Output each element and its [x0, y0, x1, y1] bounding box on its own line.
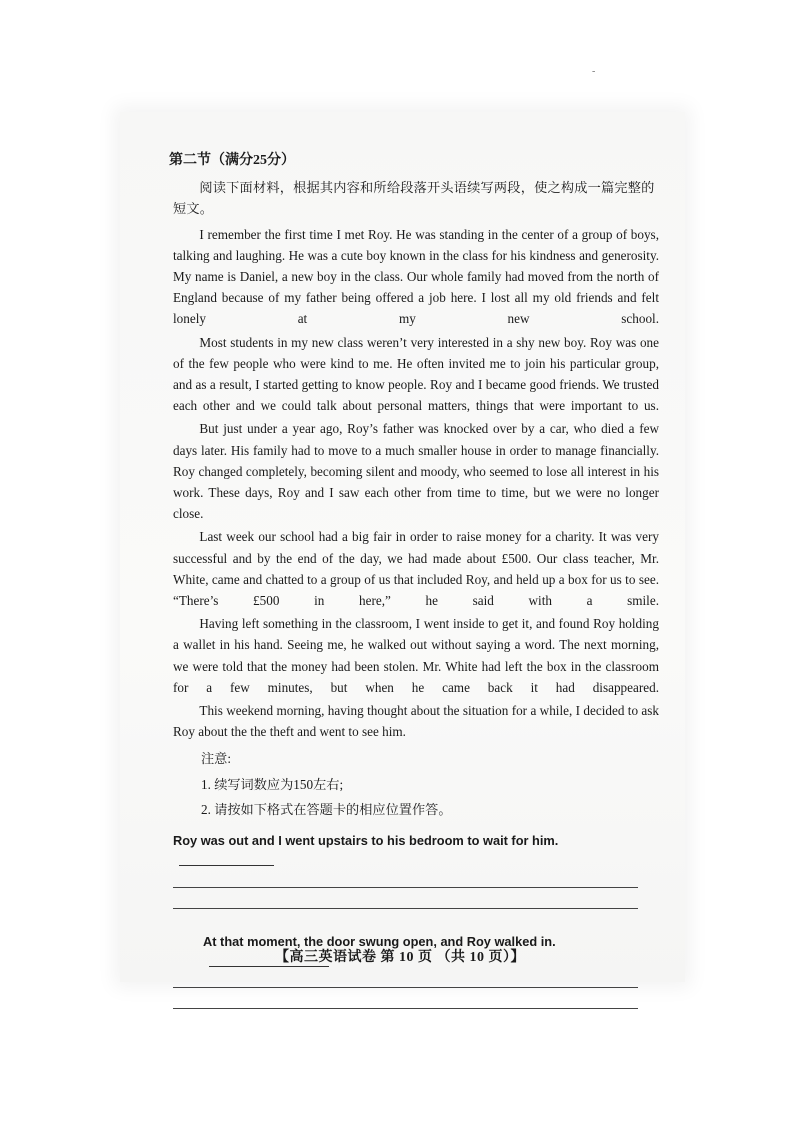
- instruction-text: 阅读下面材料，根据其内容和所给段落开头语续写两段，使之构成一篇完整的短文。: [173, 180, 655, 217]
- writing-section: [169, 150, 659, 1009]
- continuation-prompt-2-text: At that moment, the door swung open, and Roy walked in.: [203, 933, 556, 949]
- story-paragraph-6: This weekend morning, having thought about the situation for a while, I decided to ask Roy about the the theft and went to see him.: [173, 703, 659, 740]
- note-item-1: 1. 续写词数应为150左右;: [201, 776, 344, 792]
- answer-line: [173, 887, 638, 888]
- story-paragraph-2: Most students in my new class weren’t very interested in a shy new boy. Roy was one of the few people who were kind to me. He often invited me to join his particular group, and as a result, I started getting to know people. Roy and I became good friends. We trusted each other and we could talk about personal matters, things that were important to us.: [173, 334, 659, 414]
- story-paragraph-3: But just under a year ago, Roy’s father was knocked over by a car, who died a few days later. His family had to move to a much smaller house in order to manage financially. Roy changed completely, becoming silent and moody, who seemed to lose all interest in his work. These days, Roy and I saw each other from time to time, but we were no longer close.: [173, 421, 659, 522]
- story-paragraph-4: Last week our school had a big fair in order to raise money for a charity. It was very successful and by the end of the day, we had made about £500. Our class teacher, Mr. White, came and chatted to a group of us that included Roy, and held up a box for us to see. “There’s £500 in here,” he said with a smile.: [173, 529, 659, 609]
- answer-line: [173, 987, 638, 988]
- answer-line: [173, 1008, 638, 1009]
- continuation-prompt-1: [173, 830, 659, 872]
- story-paragraph-1: I remember the first time I met Roy. He was standing in the center of a group of boys, talking and laughing. He was a cute boy known in the class for his kindness and generosity. My name is Daniel, a new boy in the class. Our whole family had moved from the north of England because of my father being offered a job here. I lost all my old friends and felt lonely at my new school.: [173, 226, 659, 327]
- continuation-prompt-1-text: Roy was out and I went upstairs to his bedroom to wait for him.: [173, 833, 559, 849]
- scan-mark: -: [592, 66, 596, 77]
- notes-title: 注意:: [201, 751, 232, 767]
- story-paragraph-5: Having left something in the classroom, I went inside to get it, and found Roy holding a wallet in his hand. Seeing me, he walked out without saying a word. The next morning, we were told that the money had been stolen. Mr. White had left the box in the classroom for a few minutes, but when he came back it had disappeared.: [173, 616, 659, 695]
- page-footer: 【高三英语试卷 第 10 页 （共 10 页）】: [275, 950, 525, 965]
- note-item-2: 2. 请按如下格式在答题卡的相应位置作答。: [201, 801, 452, 817]
- answer-line: [173, 908, 638, 909]
- section-heading: 第二节（满分25分）: [169, 153, 295, 168]
- answer-blank-1: [179, 853, 274, 866]
